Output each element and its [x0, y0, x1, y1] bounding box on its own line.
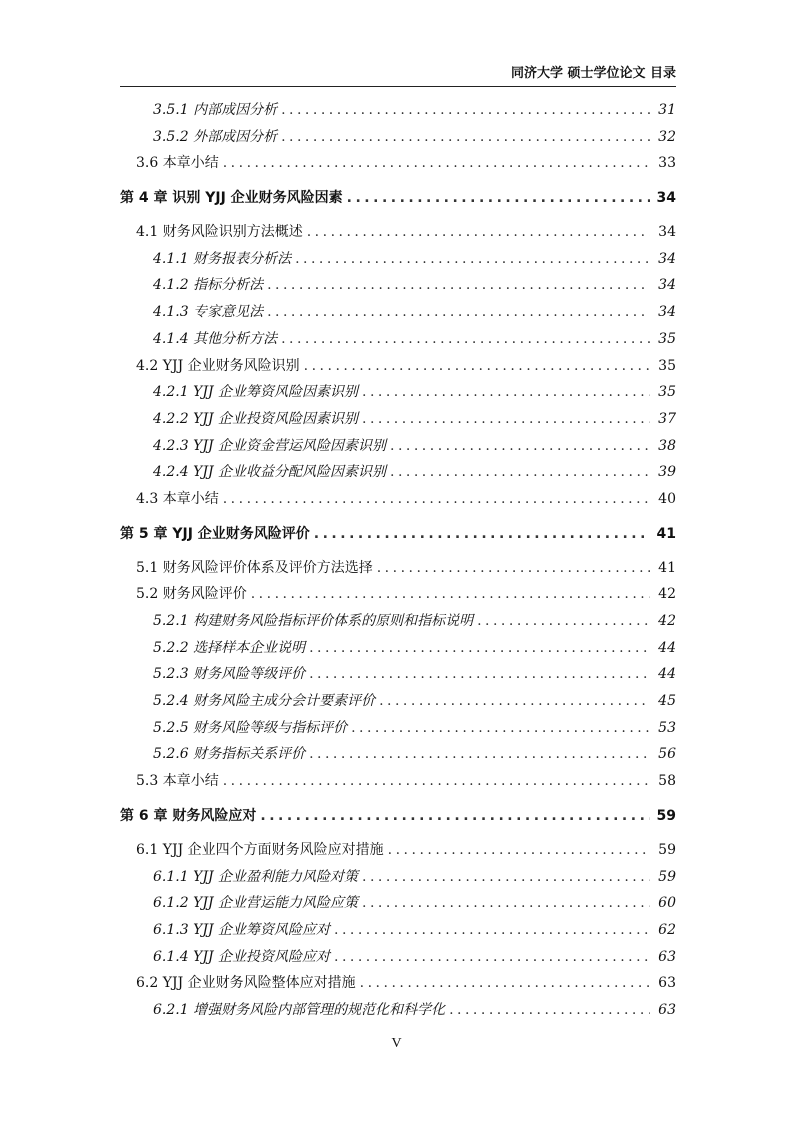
- toc-entry[interactable]: [120, 944, 676, 971]
- dot-leader: [379, 688, 650, 715]
- toc-entry[interactable]: [120, 459, 676, 486]
- toc-entry[interactable]: [120, 917, 676, 944]
- toc-entry[interactable]: [120, 970, 676, 997]
- dot-leader: [251, 581, 650, 608]
- dot-leader: [388, 837, 650, 864]
- toc-entry-label: 第 5 章 YJJ 企业财务风险评价: [120, 525, 310, 542]
- toc-entry-page: 45: [658, 693, 676, 710]
- dot-leader: [362, 864, 650, 891]
- toc-entry-label: 5.1 财务风险评价体系及评价方法选择: [136, 559, 373, 576]
- toc-entry-label: 4.1.1 财务报表分析法: [153, 250, 292, 267]
- toc-entry[interactable]: [120, 353, 676, 380]
- toc-entry[interactable]: [120, 97, 676, 124]
- dot-leader: [347, 181, 650, 215]
- toc-entry-page: 44: [658, 666, 676, 683]
- dot-leader: [281, 124, 650, 151]
- toc-entry-label: 6.2 YJJ 企业财务风险整体应对措施: [136, 975, 356, 992]
- running-header: 同济大学 硕士学位论文 目录: [510, 66, 676, 81]
- toc-chapter-entry[interactable]: [120, 799, 676, 833]
- toc-entry[interactable]: [120, 715, 676, 742]
- toc-entry[interactable]: [120, 608, 676, 635]
- dot-leader: [334, 944, 650, 971]
- toc-entry-page: 34: [658, 250, 676, 267]
- toc-entry-page: 39: [658, 464, 676, 481]
- toc-entry-page: 63: [658, 948, 676, 965]
- dot-leader: [351, 715, 650, 742]
- toc-entry-label: 5.2.1 构建财务风险指标评价体系的原则和指标说明: [153, 613, 474, 629]
- toc-entry-page: 42: [658, 586, 676, 603]
- toc-entry[interactable]: [120, 635, 676, 662]
- toc-entry-label: 6.1.2 YJJ 企业营运能力风险应策: [153, 895, 358, 912]
- toc-entry-page: 32: [658, 128, 676, 145]
- dot-leader: [304, 353, 650, 380]
- dot-leader: [449, 997, 650, 1024]
- dot-leader: [295, 246, 650, 273]
- dot-leader: [267, 272, 650, 299]
- toc-entry[interactable]: [120, 219, 676, 246]
- toc-entry-page: 34: [658, 224, 676, 241]
- toc-entry-label: 4.2.1 YJJ 企业筹资风险因素识别: [153, 384, 358, 401]
- toc-entry-page: 60: [658, 895, 676, 912]
- toc-entry-label: 3.5.2 外部成因分析: [153, 128, 278, 145]
- toc-entry[interactable]: [120, 406, 676, 433]
- toc-entry-page: 37: [658, 410, 676, 427]
- dot-leader: [477, 608, 650, 635]
- toc-entry[interactable]: [120, 837, 676, 864]
- dot-leader: [267, 299, 650, 326]
- dot-leader: [334, 917, 650, 944]
- dot-leader: [223, 486, 650, 513]
- toc-entry-label: 6.1.4 YJJ 企业投资风险应对: [153, 948, 330, 965]
- dot-leader: [281, 97, 650, 124]
- toc-entry-page: 58: [658, 773, 676, 790]
- toc-entry[interactable]: [120, 741, 676, 768]
- toc-entry-page: 44: [658, 639, 676, 656]
- toc-entry-label: 4.1.4 其他分析方法: [153, 330, 278, 347]
- toc-entry-page: 35: [658, 330, 676, 347]
- toc-entry-label: 4.1.2 指标分析法: [153, 277, 264, 294]
- toc-entry-label: 4.2.3 YJJ 企业资金营运风险因素识别: [153, 437, 386, 454]
- toc-entry-page: 35: [658, 384, 676, 401]
- toc-entry-label: 5.2 财务风险评价: [136, 586, 247, 603]
- toc-entry-page: 59: [658, 868, 676, 885]
- toc-chapter-entry[interactable]: [120, 181, 676, 215]
- dot-leader: [314, 517, 650, 551]
- dot-leader: [309, 661, 650, 688]
- dot-leader: [362, 890, 650, 917]
- toc-entry[interactable]: [120, 379, 676, 406]
- dot-leader: [281, 326, 650, 353]
- toc-entry[interactable]: [120, 890, 676, 917]
- toc-entry[interactable]: [120, 433, 676, 460]
- toc-entry-page: 34: [658, 304, 676, 321]
- toc-entry[interactable]: [120, 864, 676, 891]
- toc-entry-page: 33: [658, 155, 676, 172]
- toc-entry-page: 31: [658, 102, 676, 118]
- toc-entry[interactable]: [120, 326, 676, 353]
- toc-entry-label: 4.2.4 YJJ 企业收益分配风险因素识别: [153, 464, 386, 481]
- toc-entry-page: 59: [658, 841, 676, 858]
- toc-entry-label: 5.2.3 财务风险等级评价: [153, 666, 306, 683]
- dot-leader: [362, 406, 650, 433]
- toc-entry-label: 5.2.5 财务风险等级与指标评价: [153, 719, 348, 736]
- toc-entry-label: 3.5.1 内部成因分析: [153, 102, 278, 118]
- toc-entry-page: 42: [658, 613, 676, 629]
- toc-entry[interactable]: [120, 768, 676, 795]
- dot-leader: [307, 219, 650, 246]
- toc-entry-page: 35: [658, 357, 676, 374]
- toc-entry-page: 40: [658, 490, 676, 507]
- toc-entry[interactable]: [120, 555, 676, 582]
- toc-entry[interactable]: [120, 124, 676, 151]
- dot-leader: [223, 768, 650, 795]
- toc-entry-label: 6.1.1 YJJ 企业盈利能力风险对策: [153, 868, 358, 885]
- dot-leader: [360, 970, 650, 997]
- toc-entry-label: 4.3 本章小结: [136, 490, 219, 507]
- toc-entry-label: 5.2.6 财务指标关系评价: [153, 746, 306, 763]
- toc-entry-label: 6.1.3 YJJ 企业筹资风险应对: [153, 921, 330, 938]
- toc-entry-label: 5.3 本章小结: [136, 773, 219, 790]
- toc-entry[interactable]: [120, 299, 676, 326]
- toc-entry-label: 6.2.1 增强财务风险内部管理的规范化和科学化: [153, 1001, 446, 1018]
- toc-entry[interactable]: [120, 150, 676, 177]
- toc-entry[interactable]: [120, 997, 676, 1024]
- toc-entry-page: 56: [658, 746, 676, 763]
- toc-entry[interactable]: [120, 246, 676, 273]
- toc-entry[interactable]: [120, 486, 676, 513]
- toc-entry-page: 63: [658, 1001, 676, 1018]
- toc-entry-label: 4.2 YJJ 企业财务风险识别: [136, 357, 300, 374]
- dot-leader: [390, 433, 650, 460]
- toc-entry-label: 第 6 章 财务风险应对: [120, 807, 257, 824]
- dot-leader: [309, 635, 650, 662]
- toc-entry-label: 4.1.3 专家意见法: [153, 304, 264, 321]
- toc-entry-label: 3.6 本章小结: [136, 155, 219, 172]
- dot-leader: [390, 459, 650, 486]
- toc-entry-page: 53: [658, 719, 676, 736]
- dot-leader: [377, 555, 650, 582]
- toc-entry-page: 62: [658, 921, 676, 938]
- toc-entry[interactable]: [120, 688, 676, 715]
- toc-entry-label: 第 4 章 识别 YJJ 企业财务风险因素: [120, 190, 343, 207]
- toc-entry-page: 41: [656, 525, 676, 542]
- table-of-contents: [120, 97, 676, 1024]
- toc-entry-label: 4.1 财务风险识别方法概述: [136, 224, 303, 241]
- page-number: V: [391, 1036, 402, 1051]
- toc-entry-page: 34: [656, 190, 676, 207]
- toc-entry-page: 38: [658, 437, 676, 454]
- toc-entry[interactable]: [120, 661, 676, 688]
- dot-leader: [362, 379, 650, 406]
- toc-entry-label: 4.2.2 YJJ 企业投资风险因素识别: [153, 410, 358, 427]
- toc-chapter-entry[interactable]: [120, 517, 676, 551]
- toc-entry-page: 41: [658, 559, 676, 576]
- toc-entry-page: 59: [656, 807, 676, 824]
- dot-leader: [260, 799, 650, 833]
- toc-entry-label: 5.2.2 选择样本企业说明: [153, 639, 306, 656]
- toc-entry-page: 63: [658, 975, 676, 992]
- toc-entry-label: 5.2.4 财务风险主成分会计要素评价: [153, 693, 376, 710]
- toc-entry-page: 34: [658, 277, 676, 294]
- toc-entry-label: 6.1 YJJ 企业四个方面财务风险应对措施: [136, 841, 384, 858]
- toc-entry[interactable]: [120, 581, 676, 608]
- dot-leader: [309, 741, 650, 768]
- toc-entry[interactable]: [120, 272, 676, 299]
- header-rule: [120, 86, 676, 87]
- dot-leader: [223, 150, 650, 177]
